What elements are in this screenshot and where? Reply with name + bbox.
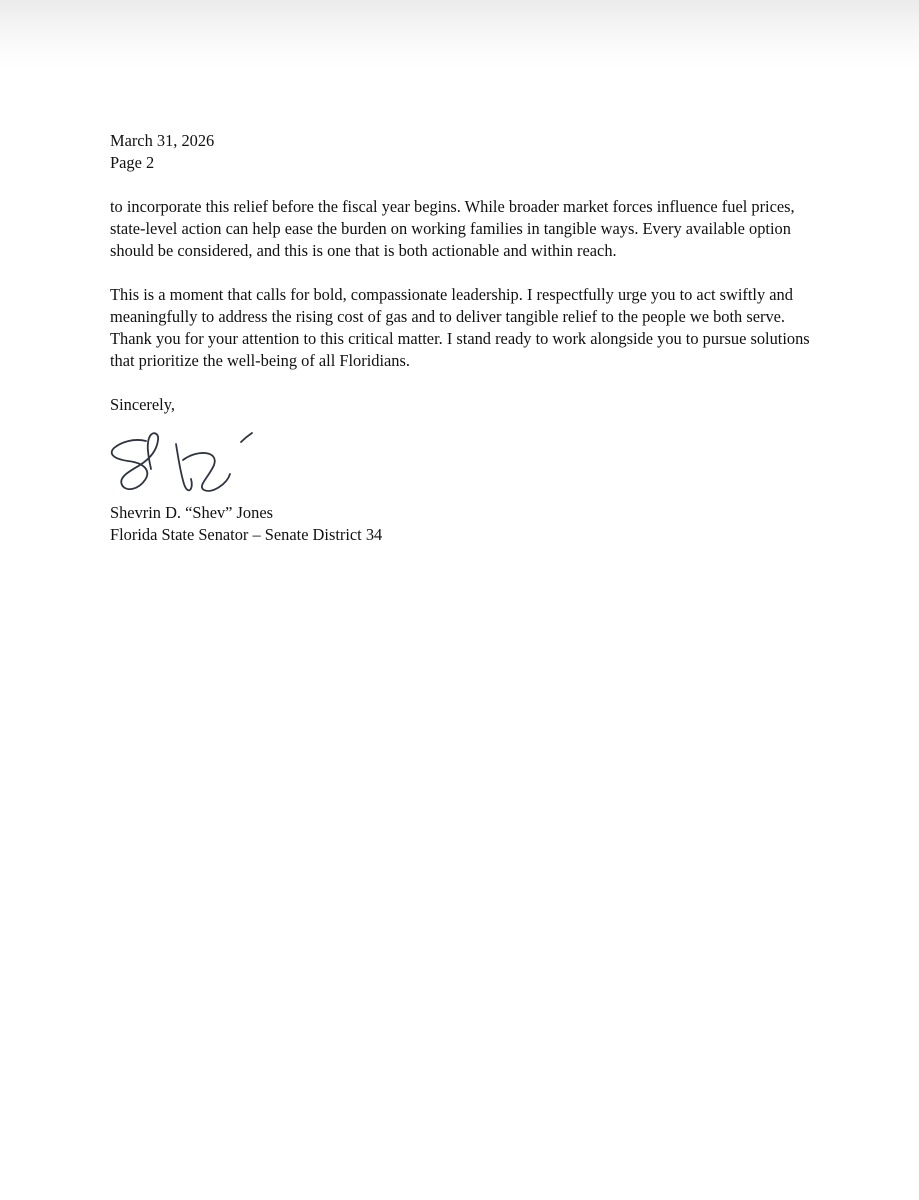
scan-top-shadow xyxy=(0,0,919,70)
letter-page xyxy=(110,130,830,546)
body-paragraph-2: This is a moment that calls for bold, compassionate leadership. I respectfully urge you to act swiftly and meaningfully to address the rising cost of gas and to deliver tangible relief to the people we both serve. Thank you for your attention to this critical matter. I stand ready to work alongside you to pursue solutions that prioritize the well-being of all Floridians. xyxy=(110,285,810,370)
page-number: Page 2 xyxy=(110,153,155,172)
handwritten-signature xyxy=(106,426,276,502)
letter-date: March 31, 2026 xyxy=(110,131,215,150)
closing-salutation: Sincerely, xyxy=(110,395,175,414)
signer-name: Shevrin D. “Shev” Jones xyxy=(110,503,273,522)
signer-title: Florida State Senator – Senate District 34 xyxy=(110,525,383,544)
body-paragraph-1: to incorporate this relief before the fiscal year begins. While broader market forces influence fuel prices, state-level action can help ease the burden on working families in tangible ways. Every available option should be considered, and this is one that is both actionable and within reach. xyxy=(110,197,795,260)
